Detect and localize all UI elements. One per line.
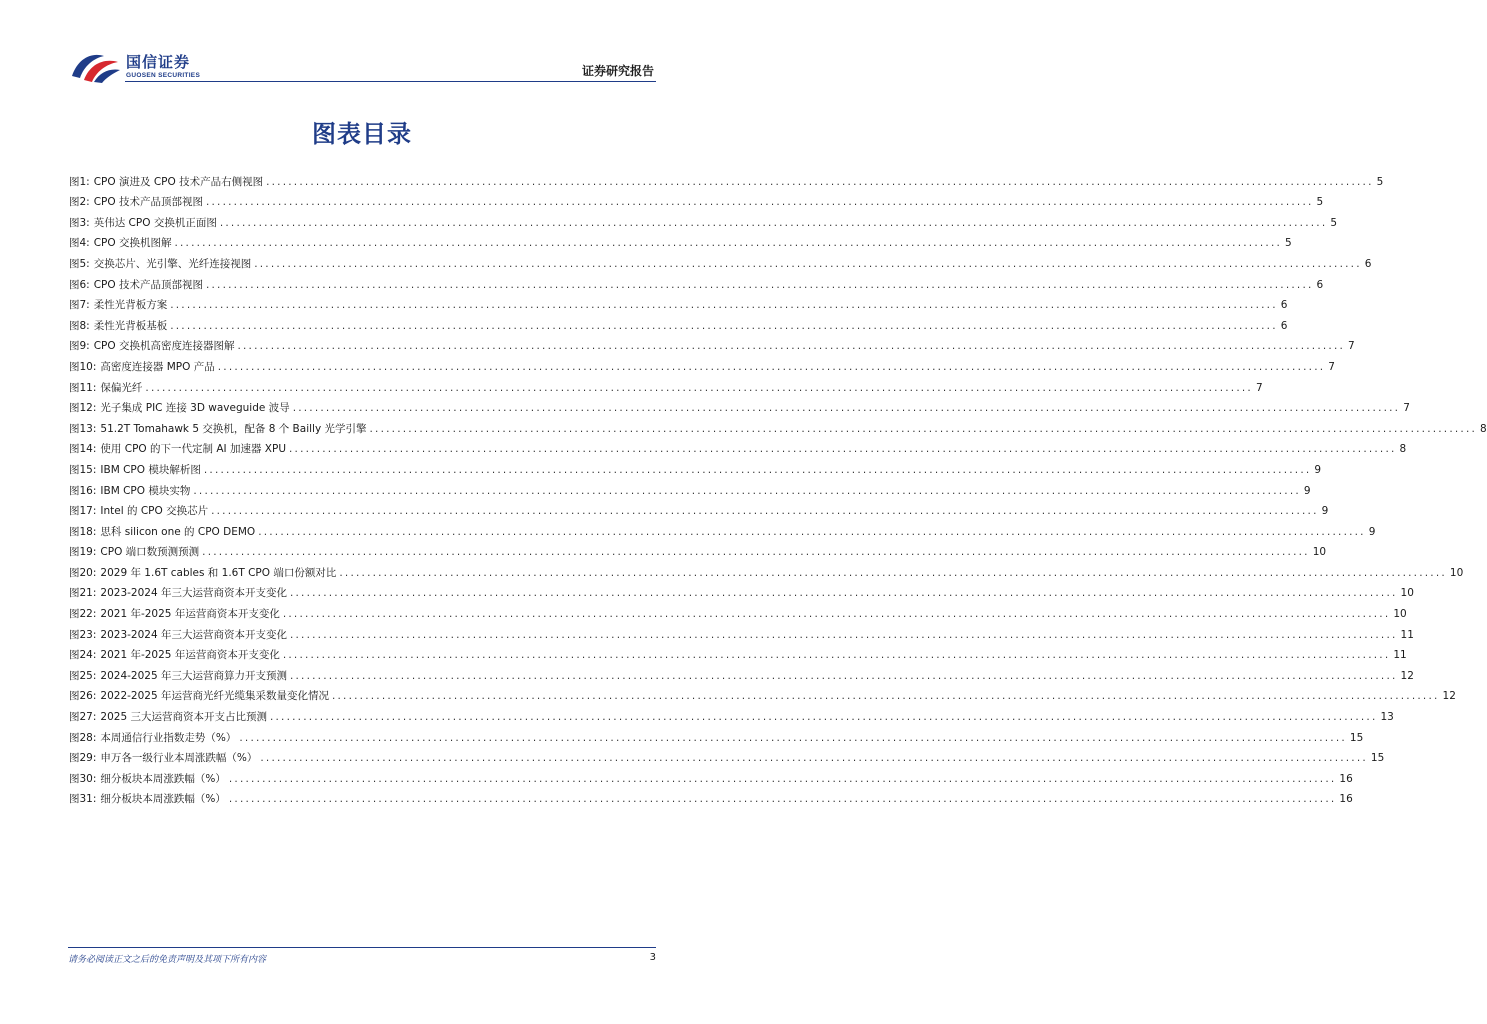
figure-number: 图23: (69, 628, 97, 641)
page-title: 图表目录 (312, 120, 412, 148)
figure-number: 图29: (69, 752, 97, 765)
dot-leader: ........................................................................................................................................................................................................ (202, 546, 1310, 559)
page-reference: 7 (1255, 381, 1263, 394)
logo-english-name: GUOSEN SECURITIES (126, 72, 201, 79)
page-reference: 8 (1399, 443, 1407, 456)
dot-leader: ........................................................................................................................................................................................................ (174, 237, 1283, 250)
toc-entry[interactable] (69, 373, 1263, 394)
dot-leader: ........................................................................................................................................................................................................ (170, 299, 1278, 312)
dot-leader: ........................................................................................................................................................................................................ (228, 793, 1337, 806)
figure-number: 图19: (69, 546, 97, 559)
figure-title: CPO 演进及 CPO 技术产品右侧视图 (93, 175, 264, 188)
dot-leader: ........................................................................................................................................................................................................ (145, 381, 1253, 394)
toc-entry[interactable] (69, 394, 1410, 415)
dot-leader: ........................................................................................................................................................................................................ (269, 711, 1378, 724)
dot-leader: ........................................................................................................................................................................................................ (282, 649, 1391, 662)
page-reference: 13 (1380, 711, 1394, 724)
page-reference: 10 (1393, 608, 1407, 621)
toc-entry[interactable] (69, 332, 1355, 353)
toc-entry[interactable] (69, 208, 1338, 229)
page-reference: 16 (1339, 772, 1353, 785)
figure-number: 图2: (69, 196, 90, 209)
figure-number: 图25: (69, 669, 97, 682)
page-reference: 10 (1312, 546, 1327, 559)
toc-entry[interactable] (69, 497, 1329, 518)
figure-number: 图7: (69, 299, 90, 312)
toc-entry[interactable] (69, 476, 1311, 497)
toc-entry[interactable] (69, 517, 1376, 538)
toc-entry[interactable] (69, 311, 1288, 332)
figure-number: 图3: (69, 216, 90, 229)
page-reference: 5 (1376, 175, 1384, 188)
figure-title: 2021 年-2025 年运营商资本开支变化 (100, 649, 280, 662)
page-reference: 16 (1339, 793, 1353, 806)
figure-number: 图22: (69, 608, 97, 621)
page-reference: 12 (1442, 690, 1456, 703)
figure-title: IBM CPO 模块解析图 (100, 463, 201, 476)
figure-number: 图10: (69, 360, 97, 373)
toc-entry[interactable] (69, 661, 1414, 682)
dot-leader: ........................................................................................................................................................................................................ (217, 360, 1326, 373)
figure-title: 英伟达 CPO 交换机正面图 (93, 216, 217, 229)
page-reference: 7 (1403, 402, 1410, 415)
figure-title: 柔性光背板方案 (93, 299, 168, 312)
dot-leader: ........................................................................................................................................................................................................ (211, 505, 1319, 518)
figure-number: 图16: (69, 484, 97, 497)
toc-entry[interactable] (69, 579, 1414, 600)
dot-leader: ........................................................................................................................................................................................................ (369, 422, 1478, 435)
guosen-logo-icon (70, 50, 122, 84)
figure-title: 细分板块本周涨跌幅（%） (100, 793, 226, 806)
toc-entry[interactable] (69, 599, 1407, 621)
figure-title: 2023-2024 年三大运营商资本开支变化 (100, 587, 287, 600)
figure-title: 细分板块本周涨跌幅（%） (100, 772, 226, 785)
page-reference: 5 (1285, 237, 1292, 250)
page-reference: 9 (1314, 463, 1322, 476)
figure-number: 图26: (69, 690, 97, 703)
page-reference: 9 (1303, 484, 1311, 497)
toc-entry[interactable] (69, 435, 1407, 456)
dot-leader: ........................................................................................................................................................................................................ (292, 402, 1401, 415)
toc-entry[interactable] (69, 352, 1335, 373)
figure-title: 思科 silicon one 的 CPO DEMO (100, 525, 256, 538)
figure-title: 2023-2024 年三大运营商资本开支变化 (100, 628, 287, 641)
figure-title: 本周通信行业指数走势（%） (100, 731, 237, 744)
page-reference: 6 (1316, 278, 1324, 291)
figure-number: 图18: (69, 525, 97, 538)
page-number: 3 (649, 952, 656, 963)
toc-entry[interactable] (69, 764, 1353, 785)
figure-number: 图21: (69, 587, 97, 600)
figure-number: 图8: (69, 319, 90, 332)
figure-number: 图1: (69, 175, 90, 188)
dot-leader: ........................................................................................................................................................................................................ (331, 690, 1440, 703)
figure-number: 图30: (69, 772, 97, 785)
figure-title: CPO 技术产品顶部视图 (93, 196, 203, 209)
page-reference: 12 (1400, 669, 1414, 682)
figure-title: CPO 技术产品顶部视图 (93, 278, 203, 291)
figure-title: IBM CPO 模块实物 (100, 484, 191, 497)
figure-number: 图15: (69, 463, 97, 476)
page-reference: 6 (1280, 299, 1288, 312)
figure-title: 申万各一级行业本周涨跌幅（%） (100, 752, 258, 765)
figure-title: 保偏光纤 (100, 381, 143, 394)
dot-leader: ........................................................................................................................................................................................................ (237, 340, 1346, 353)
figure-title: 交换芯片、光引擎、光纤连接视图 (93, 257, 252, 270)
toc-entry[interactable] (69, 785, 1353, 806)
figure-title: 2025 三大运营商资本开支占比预测 (100, 711, 267, 724)
toc-entry[interactable] (69, 188, 1324, 209)
figure-number: 图12: (69, 402, 97, 415)
toc-entry[interactable] (69, 455, 1322, 476)
header-divider (125, 81, 656, 82)
toc-entry[interactable] (69, 723, 1364, 744)
figure-title: 高密度连接器 MPO 产品 (100, 360, 215, 373)
dot-leader: ........................................................................................................................................................................................................ (170, 319, 1278, 332)
figure-title: CPO 交换机图解 (93, 237, 172, 250)
page-reference: 6 (1364, 257, 1372, 270)
dot-leader: ........................................................................................................................................................................................................ (289, 587, 1398, 600)
report-type-label: 证券研究报告 (581, 64, 654, 78)
page-reference: 11 (1400, 628, 1414, 641)
page-reference: 5 (1330, 216, 1338, 229)
dot-leader: ........................................................................................................................................................................................................ (289, 443, 1397, 456)
toc-entry[interactable] (69, 558, 1464, 579)
toc-entry[interactable] (69, 291, 1288, 312)
figure-title: 光子集成 PIC 连接 3D waveguide 波导 (100, 402, 290, 415)
page-reference: 7 (1348, 340, 1355, 353)
dot-leader: ........................................................................................................................................................................................................ (289, 669, 1398, 682)
dot-leader: ........................................................................................................................................................................................................ (203, 463, 1312, 476)
figure-title: 51.2T Tomahawk 5 交换机，配备 8 个 Bailly 光学引擎 (100, 422, 367, 435)
toc-entry[interactable] (69, 249, 1372, 270)
toc-entry[interactable] (69, 229, 1292, 250)
toc-entry[interactable] (69, 702, 1394, 724)
toc-entry[interactable] (69, 167, 1384, 188)
disclaimer-text: 请务必阅读正文之后的免责声明及其项下所有内容 (68, 955, 267, 965)
dot-leader: ........................................................................................................................................................................................................ (205, 278, 1314, 291)
dot-leader: ........................................................................................................................................................................................................ (339, 566, 1447, 579)
toc-entry[interactable] (69, 641, 1407, 662)
figure-toc-list (69, 167, 1487, 806)
figure-number: 图9: (69, 340, 90, 353)
figure-number: 图27: (69, 711, 97, 724)
logo-chinese-name: 国信证券 (126, 53, 191, 71)
footer-divider (68, 947, 656, 948)
figure-title: Intel 的 CPO 交换芯片 (100, 505, 209, 518)
page-reference: 15 (1370, 752, 1385, 765)
figure-title: CPO 交换机高密度连接器图解 (93, 340, 235, 353)
page-header (0, 0, 724, 90)
page-reference: 10 (1449, 566, 1464, 579)
page-reference: 6 (1280, 319, 1288, 332)
dot-leader: ........................................................................................................................................................................................................ (266, 175, 1374, 188)
dot-leader: ........................................................................................................................................................................................................ (282, 608, 1391, 621)
figure-number: 图14: (69, 443, 97, 456)
figure-number: 图17: (69, 505, 97, 518)
page-reference: 11 (1393, 649, 1407, 662)
page-reference: 7 (1328, 360, 1335, 373)
dot-leader: ........................................................................................................................................................................................................ (260, 752, 1368, 765)
dot-leader: ........................................................................................................................................................................................................ (193, 484, 1301, 497)
figure-number: 图13: (69, 422, 97, 435)
dot-leader: ........................................................................................................................................................................................................ (219, 216, 1328, 229)
dot-leader: ........................................................................................................................................................................................................ (205, 196, 1314, 209)
figure-title: 2022-2025 年运营商光纤光缆集采数量变化情况 (100, 690, 329, 703)
page-reference: 10 (1400, 587, 1414, 600)
page-reference: 8 (1480, 422, 1487, 435)
figure-number: 图20: (69, 566, 97, 579)
dot-leader: ........................................................................................................................................................................................................ (254, 257, 1362, 270)
figure-title: 柔性光背板基板 (93, 319, 168, 332)
toc-entry[interactable] (69, 620, 1414, 641)
figure-title: 2029 年 1.6T cables 和 1.6T CPO 端口份额对比 (100, 566, 337, 579)
figure-number: 图6: (69, 278, 90, 291)
page-reference: 9 (1321, 505, 1329, 518)
dot-leader: ........................................................................................................................................................................................................ (289, 628, 1398, 641)
page-reference: 15 (1349, 731, 1364, 744)
figure-title: 2021 年-2025 年运营商资本开支变化 (100, 608, 280, 621)
figure-title: 使用 CPO 的下一代定制 AI 加速器 XPU (100, 443, 287, 456)
dot-leader: ........................................................................................................................................................................................................ (239, 731, 1347, 744)
figure-number: 图11: (69, 381, 97, 394)
dot-leader: ........................................................................................................................................................................................................ (258, 525, 1366, 538)
figure-number: 图24: (69, 649, 97, 662)
toc-entry[interactable] (69, 682, 1456, 703)
figure-number: 图4: (69, 237, 90, 250)
figure-number: 图31: (69, 793, 97, 806)
page-reference: 5 (1316, 196, 1324, 209)
toc-entry[interactable] (69, 744, 1385, 765)
figure-title: 2024-2025 年三大运营商算力开支预测 (100, 669, 287, 682)
toc-entry[interactable] (69, 538, 1327, 559)
figure-title: CPO 端口数预测预测 (100, 546, 200, 559)
toc-entry[interactable] (69, 414, 1487, 435)
figure-number: 图5: (69, 257, 90, 270)
figure-number: 图28: (69, 731, 97, 744)
dot-leader: ........................................................................................................................................................................................................ (228, 772, 1337, 785)
toc-entry[interactable] (69, 270, 1324, 291)
page-reference: 9 (1368, 525, 1376, 538)
